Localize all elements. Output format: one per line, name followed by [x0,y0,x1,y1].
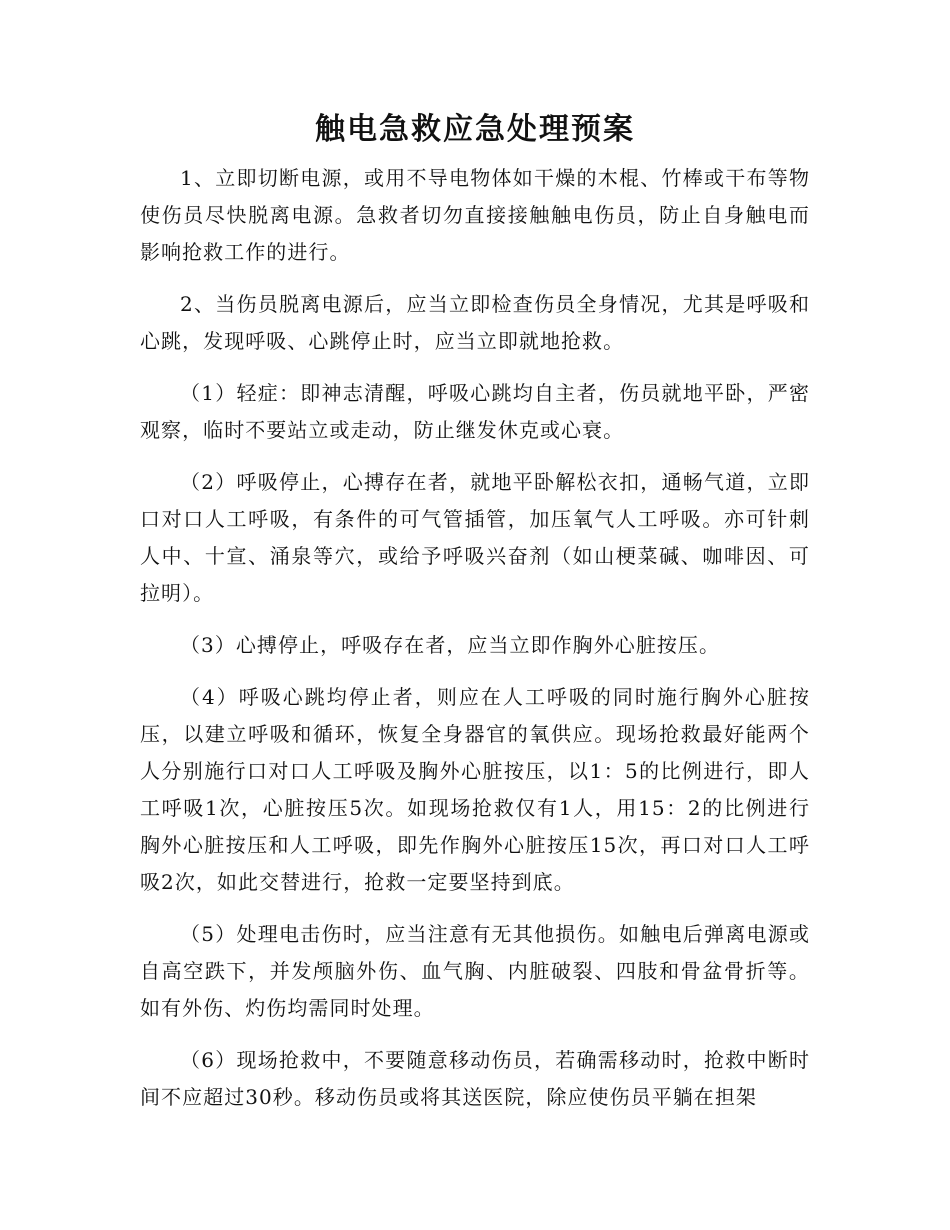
paragraph-mild-case: （1）轻症：即神志清醒，呼吸心跳均自主者，伤员就地平卧，严密观察，临时不要站立或走动，防止继发休克或心衰。 [140,381,810,442]
paragraph-moving-patient: （6）现场抢救中，不要随意移动伤员，若确需移动时，抢救中断时间不应超过30秒。移动伤员或将其送医院，除应使伤员平躺在担架 [140,1048,810,1109]
paragraph-breathing-stopped: （2）呼吸停止，心搏存在者，就地平卧解松衣扣，通畅气道，立即口对口人工呼吸，有条件的可气管插管，加压氧气人工呼吸。亦可针刺人中、十宣、涌泉等穴，或给予呼吸兴奋剂（如山梗菜碱、咖啡因、可拉明）。 [140,470,810,605]
document-title: 触电急救应急处理预案 [315,112,635,147]
paragraph-cut-power: 1、立即切断电源，或用不导电物体如干燥的木棍、竹棒或干布等物使伤员尽快脱离电源。急救者切勿直接接触触电伤员，防止自身触电而影响抢救工作的进行。 [140,166,810,264]
paragraph-both-stopped: （4）呼吸心跳均停止者，则应在人工呼吸的同时施行胸外心脏按压，以建立呼吸和循环，恢复全身器官的氧供应。现场抢救最好能两个人分别施行口对口人工呼吸及胸外心脏按压，以1：5的比例进行，即人工呼吸1次，心脏按压5次。如现场抢救仅有1人，用15：2的比例进行胸外心脏按压和人工呼吸，即先作胸外心脏按压15次，再口对口人工呼吸2次，如此交替进行，抢救一定要坚持到底。 [140,685,810,894]
paragraph-other-injuries: （5）处理电击伤时，应当注意有无其他损伤。如触电后弹离电源或自高空跌下，并发颅脑外伤、血气胸、内脏破裂、四肢和骨盆骨折等。如有外伤、灼伤均需同时处理。 [140,922,810,1020]
document-body [140,160,810,1116]
paragraph-check-condition: 2、当伤员脱离电源后，应当立即检查伤员全身情况，尤其是呼吸和心跳，发现呼吸、心跳停止时，应当立即就地抢救。 [140,292,810,353]
paragraph-heartbeat-stopped: （3）心搏停止，呼吸存在者，应当立即作胸外心脏按压。 [180,633,721,657]
